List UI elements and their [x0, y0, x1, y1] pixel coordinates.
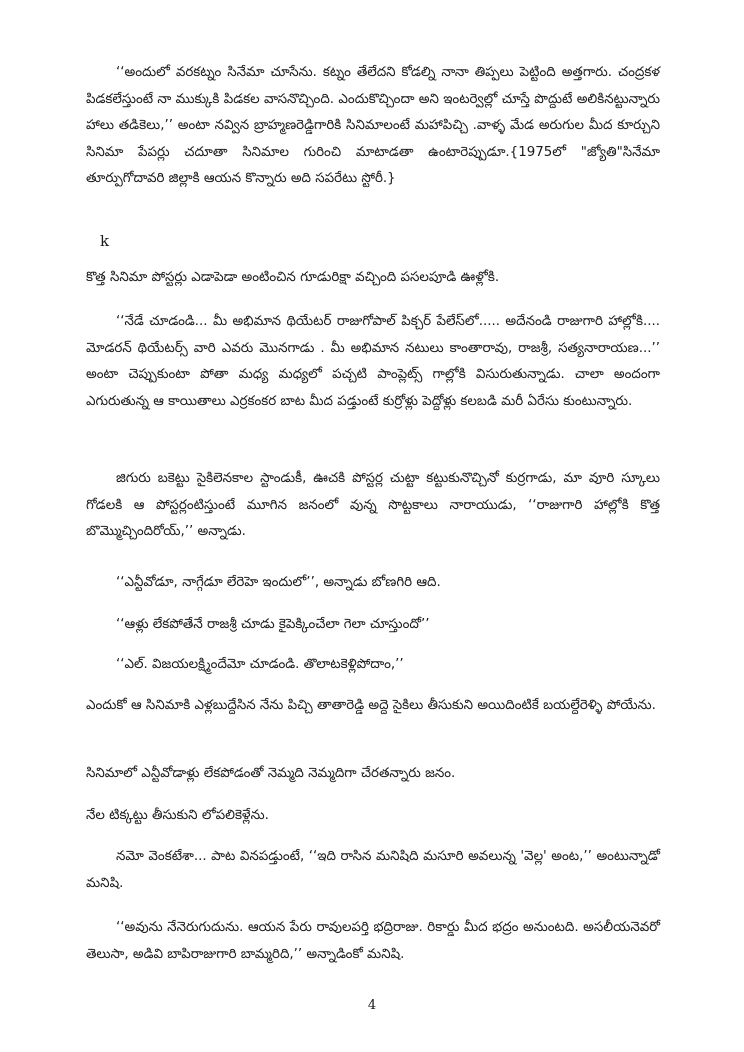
paragraph-12: ‘‘అవును నేనెరుగుదును. ఆయన పేరు రావులపర్తి భద్రిరాజు. రికార్డు మీద భద్రం అనుంటది. అసలీయనెవరో తెలుసా, అడివి బాపిరాజుగారి బామ్మరిది,’’ అన్నాడింకో మనిషి.: [86, 920, 660, 962]
paragraph-1: ‘‘అందులో వరకట్నం సినేమా చూసేను. కట్నం తేలేదని కోడల్ని నానా తిప్పలు పెట్టింది అత్తగారు. చంద్రకళ పిడకలేస్తుంటే నా ముక్కుకి పిడకల వాసనొచ్చింది. ఎందుకొచ్చిందా అని ఇంటర్వెల్లో చూస్తే పొద్దుటే అలికినట్టున్నారు హాలు తడికెలు,’’ అంటా నవ్విన బ్రాహ్మణరెడ్డిగారికి సినిమాలంటే మహాపిచ్చి .వాళ్ళ మేడ అరుగుల మీద కూర్చుని సినిమా పేపర్లు చదూతా సినిమాల గురించి మాటాడతా ఉంటారెప్పుడూ.{1975లో "జ్యోతి"సినేమా తూర్పుగోదావరి జిల్లాకి ఆయన కొన్నారు అది సపరేటు స్టోరీ.}: [86, 65, 660, 186]
paragraph-8: ఎందుకో ఆ సినిమాకి ఎళ్లబుద్దేసిన నేను పిచ్చి తాతారెడ్డి అద్దె సైకిలు తీసుకుని అయిదింటికే బయల్దేరెళ్ళి పోయేను.: [86, 698, 656, 713]
paragraph-5: ‘‘ఎన్టీవోడూ, నాగ్గేడూ లేరెహె ఇందులో’’, అన్నాడు బోణగిరి ఆది.: [116, 575, 441, 590]
section-marker: k: [100, 232, 110, 250]
paragraph-4: జిగురు బకెట్టు సైకిలెనకాల స్టాండుకీ, ఊచకి పోస్టర్ల చుట్టా కట్టుకునొచ్చినో కుర్రగాడు, మా వూరి స్కూలు గోడలకి ఆ పోస్టర్లంటిస్తుంటే మూగిన జనంలో వున్న సొట్టకాలు నారాయుడు, ‘‘రాజుగారి హాల్లోకి కొత్త బొమ్మొచ్చిందిరోయ్,’’ అన్నాడు.: [86, 471, 660, 539]
paragraph-9: సినిమాలో ఎన్టీవోడాళ్లు లేకపోడంతో నెమ్మది నెమ్మదిగా చేరతన్నారు జనం.: [86, 766, 456, 781]
paragraph-3: ‘‘నేడే చూడండి... మీ అభిమాన థియేటర్ రాజుగోపాల్ పిక్చర్ పేలేస్‌లో..... అదేనండి రాజుగారి హాల్లోకి.... మోడరన్ థియేటర్స్ వారి ఎవరు మొనగాడు . మీ అభిమాన నటులు కాంతారావు, రాజశ్రీ, సత్యనారాయణ...’’ అంటా చెప్పుకుంటా పోతా మధ్య మధ్యలో పచ్చటి పాంప్లెట్స్ గాల్లోకి విసురుతున్నాడు. చాలా అందంగా ఎగురుతున్న ఆ కాయితాలు ఎర్రకంకర బాట మీద పడ్తుంటే కుర్రోళ్లు పెద్దోళ్లు కలబడి మరీ ఏరేసు కుంటున్నారు.: [86, 314, 660, 409]
paragraph-7: ‘‘ఎల్. విజయలక్ష్మిందేమో చూడండి. తొలాటకెళ్లిపోదాం,’’: [116, 657, 404, 672]
paragraph-10: నేల టిక్కట్టు తీసుకుని లోపలికెళ్లేను.: [86, 808, 269, 823]
paragraph-2: కొత్త సినిమా పోస్టర్లు ఎడాపెడా అంటించిన గూడురిక్షా వచ్చింది పసలపూడి ఊళ్లోకి.: [86, 270, 500, 285]
paragraph-6: ‘‘ఆళ్లు లేకపోతేనే రాజశ్రీ చూడు కైపెక్కించేలా గెలా చూస్తుందో’’: [116, 617, 430, 632]
paragraph-11: నమో వెంకటేశా... పాట వినపడ్తుంటే, ‘‘ఇది రాసిన మనిషిది మసూరి అవలున్న 'వెల్ల' అంట,’’ అంటున్నాడో మనిషి.: [86, 849, 660, 891]
page-number: 4: [367, 998, 377, 1013]
